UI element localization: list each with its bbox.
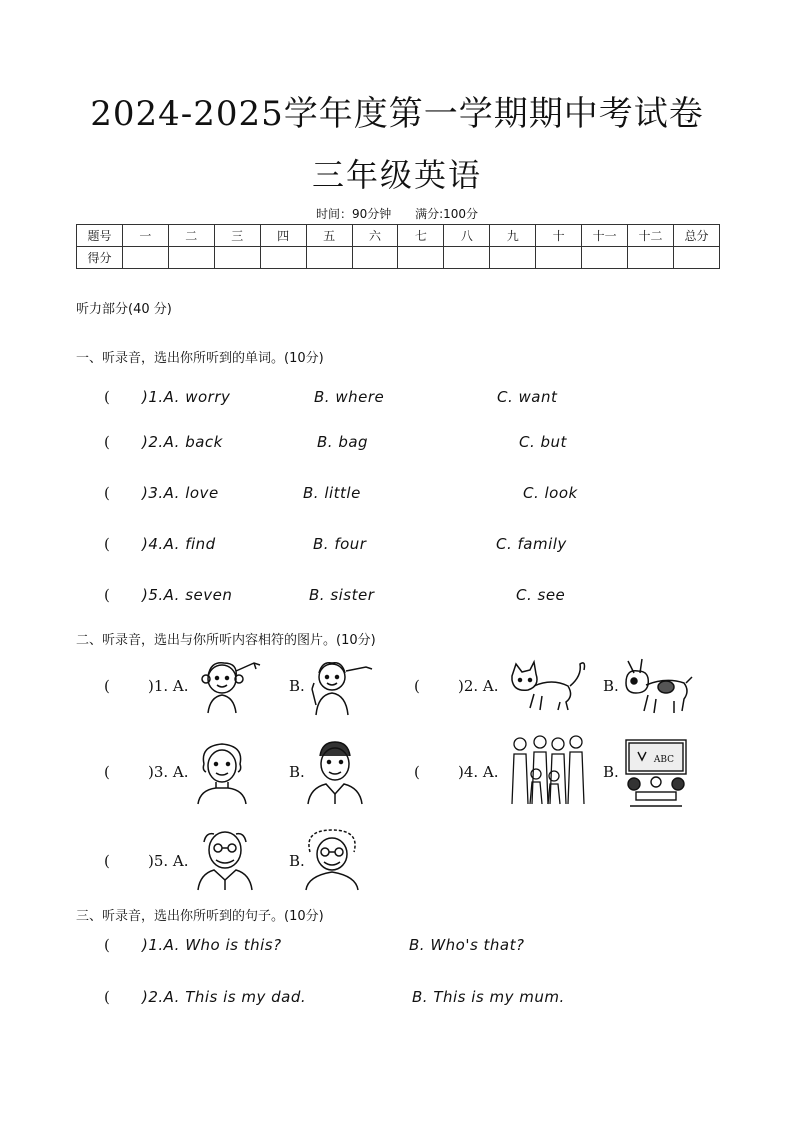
score-header-cell: 总分 — [673, 225, 719, 247]
score-cell[interactable] — [398, 247, 444, 269]
exam-full-score: 满分:100分 — [415, 207, 479, 221]
girl-pointing-picture[interactable] — [200, 655, 262, 715]
answer-paren[interactable]: ( — [104, 677, 148, 695]
exam-subtitle: 三年级英语 — [311, 156, 482, 194]
option-c: C. family — [496, 535, 567, 553]
option-b-label: B. — [289, 852, 305, 870]
score-header-cell: 四 — [260, 225, 306, 247]
option-b: B. little — [303, 484, 361, 502]
list-item: ( )5.A. seven — [104, 586, 233, 604]
answer-paren[interactable]: ( — [104, 535, 142, 553]
score-cell[interactable] — [490, 247, 536, 269]
score-header-cell: 一 — [122, 225, 168, 247]
list-item: ( )1.A. Who is this? — [104, 936, 282, 954]
classroom-blackboard-picture[interactable] — [620, 738, 692, 808]
option-b: B. four — [313, 535, 367, 553]
part1-heading: 一、听录音，选出你所听到的单词。(10分) — [76, 351, 324, 366]
answer-paren[interactable]: ( — [104, 433, 142, 451]
option-b: B. where — [314, 388, 385, 406]
score-cell[interactable] — [122, 247, 168, 269]
man-picture[interactable] — [304, 738, 366, 806]
option-b: B. bag — [317, 433, 369, 451]
score-cell[interactable] — [673, 247, 719, 269]
option-b: B. sister — [309, 586, 375, 604]
score-cell[interactable] — [582, 247, 628, 269]
option-a: A. worry — [163, 388, 231, 406]
option-b-label: B. — [289, 677, 305, 695]
list-item: ( )1.A. worry — [104, 388, 231, 406]
cat-picture[interactable] — [508, 656, 588, 714]
dog-picture[interactable] — [622, 655, 694, 717]
score-header-cell: 十 — [536, 225, 582, 247]
score-header-cell: 六 — [352, 225, 398, 247]
boy-pointing-picture[interactable] — [306, 655, 374, 717]
score-header-cell: 题号 — [77, 225, 123, 247]
family-picture[interactable] — [506, 734, 590, 808]
score-cell[interactable] — [628, 247, 674, 269]
list-item: ( )2.A. back — [104, 433, 223, 451]
list-item: ( )3. A. — [104, 763, 189, 781]
option-c: C. look — [523, 484, 578, 502]
option-b: B. Who's that? — [409, 936, 525, 954]
score-table-header-row — [77, 225, 720, 247]
option-b-label: B. — [603, 763, 619, 781]
option-a: A. back — [163, 433, 223, 451]
answer-paren[interactable]: ( — [104, 763, 148, 781]
option-a: A. love — [163, 484, 219, 502]
grandma-picture[interactable] — [302, 826, 362, 892]
option-c: C. want — [497, 388, 558, 406]
option-b: B. This is my mum. — [412, 988, 565, 1006]
answer-paren[interactable]: ( — [414, 677, 458, 695]
option-a: A. This is my dad. — [163, 988, 307, 1006]
score-header-cell: 八 — [444, 225, 490, 247]
option-a: A. seven — [163, 586, 233, 604]
list-item: ( )3.A. love — [104, 484, 219, 502]
score-header-cell: 七 — [398, 225, 444, 247]
list-item: ( )1. A. — [104, 677, 189, 695]
part3-heading: 三、听录音，选出你所听到的句子。(10分) — [76, 909, 324, 924]
score-header-cell: 十一 — [582, 225, 628, 247]
grandpa-picture[interactable] — [194, 826, 256, 892]
option-a: A. find — [163, 535, 216, 553]
part2-heading: 二、听录音，选出与你所听内容相符的图片。(10分) — [76, 633, 376, 648]
option-c: C. but — [519, 433, 567, 451]
score-cell[interactable] — [306, 247, 352, 269]
exam-meta — [0, 205, 794, 222]
score-cell[interactable] — [214, 247, 260, 269]
option-b-label: B. — [603, 677, 619, 695]
answer-paren[interactable]: ( — [414, 763, 458, 781]
answer-paren[interactable]: ( — [104, 988, 142, 1006]
score-header-cell: 五 — [306, 225, 352, 247]
answer-paren[interactable]: ( — [104, 852, 148, 870]
score-cell[interactable] — [168, 247, 214, 269]
score-table-score-row — [77, 247, 720, 269]
score-table — [76, 224, 720, 269]
listening-section-heading: 听力部分(40 分) — [76, 302, 172, 317]
option-c: C. see — [516, 586, 566, 604]
list-item: ( )4.A. find — [104, 535, 216, 553]
exam-title: 2024-2025学年度第一学期期中考试卷 — [90, 94, 704, 134]
score-row-label: 得分 — [77, 247, 123, 269]
woman-curly-hair-picture[interactable] — [196, 740, 248, 806]
score-header-cell: 二 — [168, 225, 214, 247]
answer-paren[interactable]: ( — [104, 936, 142, 954]
score-cell[interactable] — [444, 247, 490, 269]
list-item: ( )2. A. — [414, 677, 499, 695]
blackboard-text: ABC — [653, 755, 675, 765]
score-cell[interactable] — [352, 247, 398, 269]
score-cell[interactable] — [260, 247, 306, 269]
option-a: A. Who is this? — [163, 936, 282, 954]
answer-paren[interactable]: ( — [104, 388, 142, 406]
answer-paren[interactable]: ( — [104, 484, 142, 502]
option-b-label: B. — [289, 763, 305, 781]
score-header-cell: 十二 — [628, 225, 674, 247]
score-cell[interactable] — [536, 247, 582, 269]
score-header-cell: 三 — [214, 225, 260, 247]
list-item: ( )2.A. This is my dad. — [104, 988, 307, 1006]
answer-paren[interactable]: ( — [104, 586, 142, 604]
list-item: ( )4. A. — [414, 763, 499, 781]
exam-time: 时间：90分钟 — [315, 207, 392, 221]
score-header-cell: 九 — [490, 225, 536, 247]
list-item: ( )5. A. — [104, 852, 189, 870]
